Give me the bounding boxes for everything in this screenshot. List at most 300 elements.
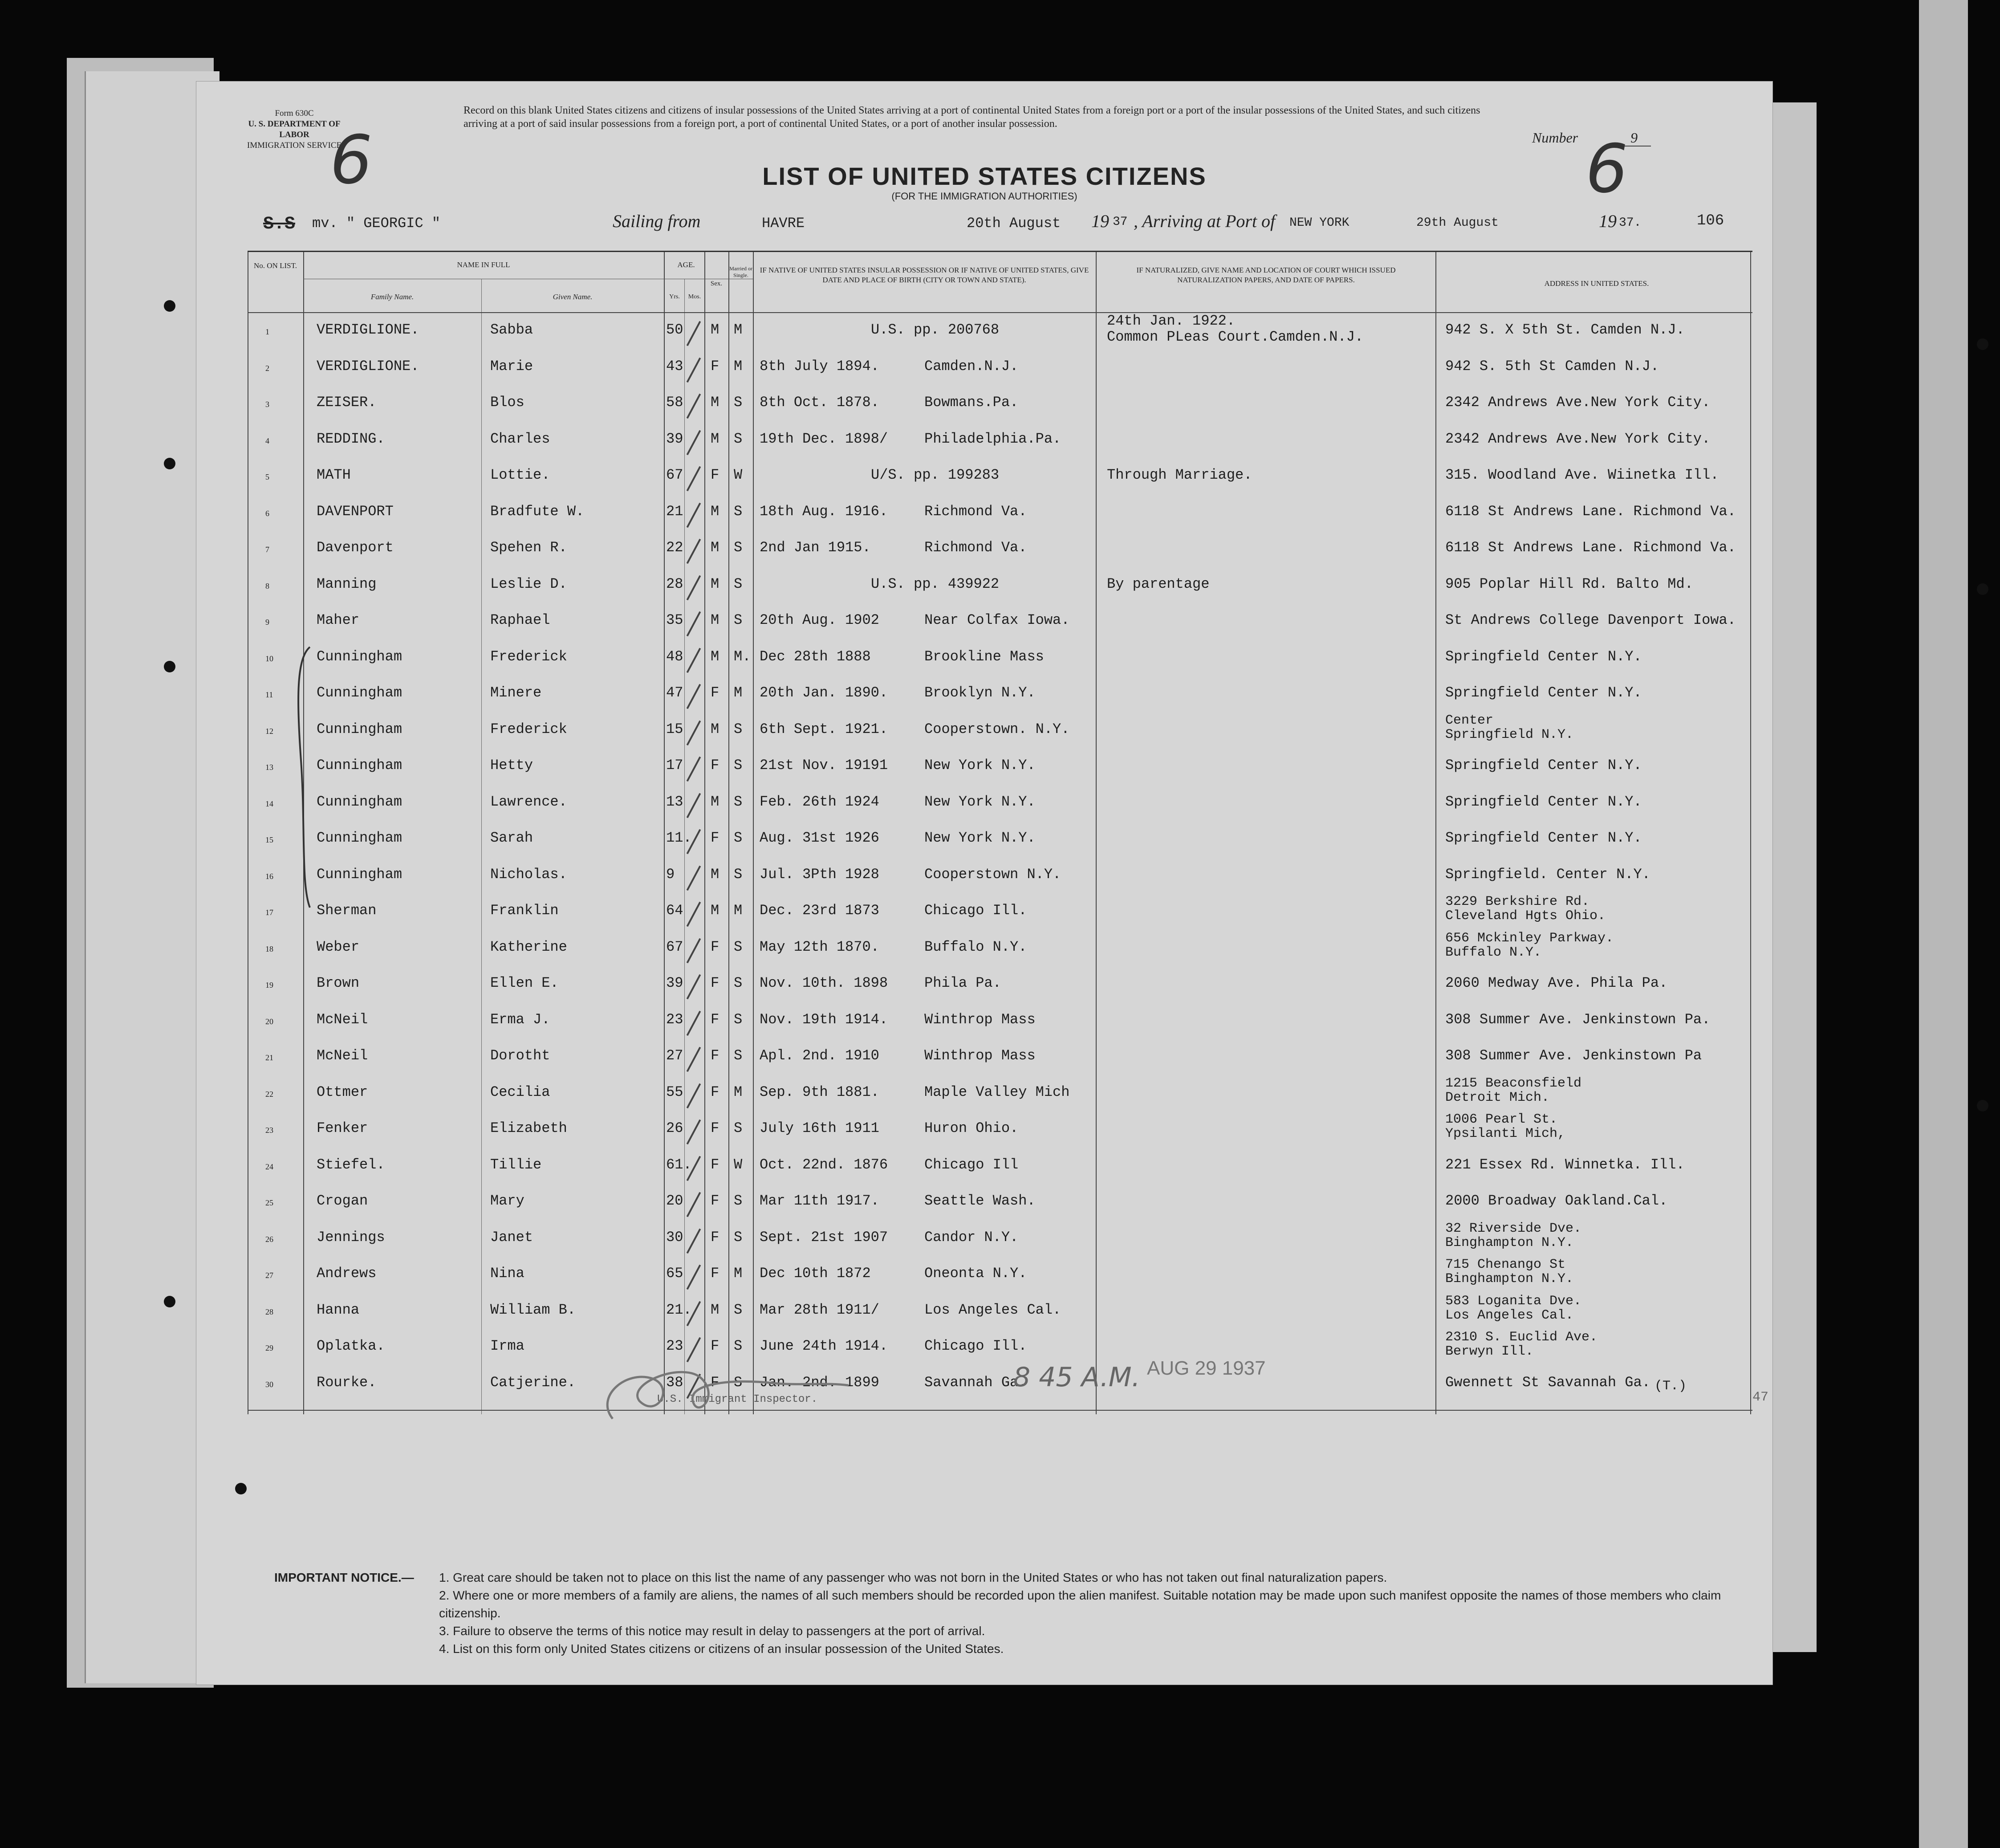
address: Springfield Center N.Y. (1445, 648, 1642, 665)
birth-place: Winthrop Mass (924, 1047, 1036, 1064)
given-name: Bradfute W. (490, 503, 585, 520)
ditto-mark (687, 321, 701, 346)
row-number: 27 (265, 1271, 273, 1280)
row-number: 7 (265, 545, 269, 554)
naturalization: 24th Jan. 1922. (1107, 313, 1236, 329)
birth-place: New York N.Y. (924, 793, 1036, 810)
address: Springfield Center N.Y. (1445, 830, 1642, 846)
row-number: 23 (265, 1126, 273, 1135)
marital-status: S (734, 1011, 743, 1028)
row-number: 16 (265, 871, 273, 881)
row-number: 24 (265, 1162, 273, 1171)
row-number: 9 (265, 618, 269, 627)
address: 2000 Broadway Oakland.Cal. (1445, 1193, 1668, 1209)
marital-status: S (734, 975, 743, 991)
page-title: LIST OF UNITED STATES CITIZENS (762, 162, 1207, 190)
age-years: 55 (666, 1083, 683, 1100)
col-header-sex: Sex. (710, 280, 723, 287)
family-name: Hanna (317, 1301, 360, 1318)
birth-place: Philadelphia.Pa. (924, 430, 1061, 447)
address: 2342 Andrews Ave.New York City. (1445, 394, 1711, 411)
birth-place: New York N.Y. (924, 757, 1036, 773)
age-years: 67 (666, 938, 683, 955)
marital-status: S (734, 1047, 743, 1064)
birth-date: Mar 28th 1911/ (760, 1301, 879, 1318)
ditto-mark (687, 611, 701, 637)
ditto-mark (687, 865, 701, 891)
given-name: Marie (490, 358, 533, 374)
row-number: 30 (265, 1380, 273, 1389)
row-number: 18 (265, 944, 273, 953)
address: 1006 Pearl St. (1445, 1112, 1558, 1127)
sex: M (711, 430, 720, 447)
row-number: 4 (265, 436, 269, 445)
given-name: Katherine (490, 938, 567, 955)
marital-status: S (734, 720, 743, 737)
given-name: Janet (490, 1229, 533, 1246)
row-number: 11 (265, 690, 273, 699)
arrive-year-prefix: 19 (1599, 211, 1617, 231)
marital-status: S (734, 793, 743, 810)
number-value: 9 (1617, 130, 1651, 147)
code-t: (T.) (1654, 1379, 1687, 1394)
age-years: 26 (666, 1120, 683, 1136)
ditto-mark (687, 647, 701, 673)
sex: F (711, 757, 720, 773)
col-header-name: NAME IN FULL (457, 261, 510, 269)
birth-place: Candor N.Y. (924, 1229, 1019, 1246)
family-name: Stiefel. (317, 1156, 385, 1173)
from-port: HAVRE (762, 215, 805, 232)
arrival-stamp: AUG 29 1937 (1147, 1357, 1266, 1379)
given-name: Elizabeth (490, 1120, 567, 1136)
address: 583 Loganita Dve. (1445, 1293, 1582, 1309)
address: Springfield Center N.Y. (1445, 793, 1642, 810)
birth-date: Nov. 10th. 1898 (760, 975, 888, 991)
marital-status: S (734, 575, 743, 592)
family-name: ZEISER. (317, 394, 377, 411)
notice-item: 1. Great care should be taken not to place on this list the name of any passenger who was not born in the United States or who has not taken out final naturalization papers. (439, 1571, 1387, 1584)
sex: M (711, 1301, 720, 1318)
row-number: 1 (265, 327, 269, 336)
address: 308 Summer Ave. Jenkinstown Pa (1445, 1047, 1702, 1064)
family-name: Fenker (317, 1120, 368, 1136)
marital-status: M (734, 1265, 743, 1282)
row-number: 19 (265, 981, 273, 989)
sex: F (711, 938, 720, 955)
given-name: Charles (490, 430, 550, 447)
birth-place: Cooperstown N.Y. (924, 866, 1061, 883)
address: 1215 Beaconsfield (1445, 1075, 1582, 1091)
page-number: 106 (1697, 212, 1724, 229)
instruction-text: Record on this blank United States citizens and citizens of insular possessions of the United States arriving at a port of continental United States from a foreign port or a port of the insular possessions of the United States, and such citizens arriving at a port of said insular possessions from a foreign port, a port of continental United States, or a port of another insular possession. (463, 105, 1480, 130)
form-number: Form 630C (275, 109, 314, 118)
arrive-year: 37. (1619, 216, 1642, 230)
marital-status: S (734, 394, 743, 411)
binder-hole (164, 300, 175, 312)
naturalization: By parentage (1107, 575, 1210, 592)
ditto-mark (687, 720, 701, 745)
family-name: Jennings (317, 1229, 385, 1246)
address: 715 Chenango St (1445, 1257, 1566, 1272)
address: 6118 St Andrews Lane. Richmond Va. (1445, 539, 1736, 556)
family-name: Cunningham (317, 648, 402, 665)
ditto-mark (687, 1265, 701, 1290)
birth-date: June 24th 1914. (760, 1338, 888, 1354)
given-name: Leslie D. (490, 575, 567, 592)
binder-hole (164, 458, 175, 469)
address: 905 Poplar Hill Rd. Balto Md. (1445, 575, 1693, 592)
address: 308 Summer Ave. Jenkinstown Pa. (1445, 1011, 1711, 1028)
inspector-signature (586, 1330, 853, 1441)
birth-date: Apl. 2nd. 1910 (760, 1047, 879, 1064)
row-number: 28 (265, 1307, 273, 1316)
given-name: Hetty (490, 757, 533, 773)
birth-date: May 12th 1870. (760, 938, 879, 955)
birth-place: Richmond Va. (924, 539, 1027, 556)
age-years: 15 (666, 720, 683, 737)
binder-hole (1977, 1100, 1988, 1111)
col-header-address: ADDRESS IN UNITED STATES. (1544, 279, 1649, 288)
birth-date: Sep. 9th 1881. (760, 1083, 879, 1100)
family-name: Oplatka. (317, 1338, 385, 1354)
address-line2: Berwyn Ill. (1445, 1344, 1534, 1359)
row-number: 12 (265, 726, 273, 736)
family-name: Cunningham (317, 720, 402, 737)
family-name: Manning (317, 575, 377, 592)
marital-status: S (734, 1229, 743, 1246)
ditto-mark (687, 466, 701, 492)
address-line2: Buffalo N.Y. (1445, 944, 1542, 960)
row-number: 6 (265, 509, 269, 518)
row-number: 13 (265, 763, 273, 772)
address-line2: Springfield N.Y. (1445, 727, 1574, 742)
given-name: Nina (490, 1265, 524, 1282)
birth-date: July 16th 1911 (760, 1120, 879, 1136)
age-years: 47 (666, 684, 683, 701)
given-name: Frederick (490, 648, 567, 665)
sex: F (711, 1374, 720, 1391)
age-years: 38 (666, 1374, 683, 1391)
passport: U/S. pp. 199283 (871, 467, 1000, 483)
arriving-label: , Arriving at Port of (1134, 211, 1276, 231)
family-bracket (288, 645, 314, 912)
birth-date: Jul. 3Pth 1928 (760, 866, 879, 883)
passport: U.S. pp. 200768 (871, 322, 1000, 338)
sex: F (711, 1265, 720, 1282)
birth-place: Savannah Ga. (924, 1374, 1027, 1391)
col-header-given: Given Name. (553, 293, 593, 301)
address-line2: Binghampton N.Y. (1445, 1235, 1574, 1250)
given-name: Tillie (490, 1156, 542, 1173)
sail-date: 20th August (967, 215, 1061, 232)
given-name: Raphael (490, 612, 550, 628)
marital-status: S (734, 612, 743, 628)
col-header-yrs: Yrs. (669, 293, 680, 300)
sail-year-prefix: 19 (1091, 211, 1109, 231)
age-years: 28 (666, 575, 683, 592)
birth-place: Los Angeles Cal. (924, 1301, 1061, 1318)
binder-hole (164, 1296, 175, 1307)
birth-place: Cooperstown. N.Y. (924, 720, 1070, 737)
notice-label: IMPORTANT NOTICE.— (274, 1571, 414, 1584)
marital-status: M (734, 322, 743, 338)
family-name: Sherman (317, 902, 377, 919)
sex: M (711, 793, 720, 810)
age-years: 50 (666, 322, 683, 338)
ditto-mark (687, 974, 701, 1000)
family-name: Andrews (317, 1265, 377, 1282)
address-line2: Los Angeles Cal. (1445, 1307, 1574, 1323)
address: 6118 St Andrews Lane. Richmond Va. (1445, 503, 1736, 520)
address: 656 Mckinley Parkway. (1445, 930, 1614, 946)
ditto-mark (687, 502, 701, 528)
ditto-mark (687, 938, 701, 963)
marital-status: S (734, 866, 743, 883)
row-number: 3 (265, 400, 269, 409)
family-name: DAVENPORT (317, 503, 394, 520)
birth-place: Chicago Ill (924, 1156, 1019, 1173)
family-name: REDDING. (317, 430, 385, 447)
address: Springfield Center N.Y. (1445, 684, 1642, 701)
sex: M (711, 902, 720, 919)
age-years: 27 (666, 1047, 683, 1064)
ditto-mark (687, 394, 701, 419)
birth-place: New York N.Y. (924, 830, 1036, 846)
row-number: 26 (265, 1234, 273, 1244)
ditto-mark (687, 539, 701, 564)
corner-number: 47 (1752, 1390, 1769, 1405)
sailing-label: Sailing from (613, 211, 701, 231)
marital-status: S (734, 1338, 743, 1354)
sex: F (711, 684, 720, 701)
col-header-birth: IF NATIVE OF UNITED STATES INSULAR POSSESSION OR IF NATIVE OF UNITED STATES, GIVE DATE AND PLACE OF BIRTH (CITY OR TOWN AND STATE). (760, 266, 1089, 284)
family-name: Maher (317, 612, 360, 628)
inspector-label: U.S. Immigrant Inspector. (657, 1393, 818, 1405)
given-name: Minere (490, 684, 542, 701)
age-years: 39 (666, 430, 683, 447)
sex: F (711, 467, 720, 483)
address-line2: Detroit Mich. (1445, 1090, 1550, 1105)
marital-status: S (734, 830, 743, 846)
row-number: 5 (265, 472, 269, 481)
handwritten-number-left: 6 (330, 122, 373, 199)
address: 2310 S. Euclid Ave. (1445, 1330, 1598, 1345)
birth-place: Bowmans.Pa. (924, 394, 1019, 411)
row-number: 8 (265, 581, 269, 590)
sex: F (711, 1156, 720, 1173)
given-name: Ellen E. (490, 975, 559, 991)
row-number: 2 (265, 363, 269, 373)
col-header-naturalized: IF NATURALIZED, GIVE NAME AND LOCATION OF COURT WHICH ISSUED NATURALIZATION PAPERS, AND DATE OF PAPERS. (1136, 266, 1396, 284)
address-line2: Cleveland Hgts Ohio. (1445, 908, 1606, 924)
family-name: McNeil (317, 1047, 368, 1064)
sex: F (711, 830, 720, 846)
given-name: Dorotht (490, 1047, 550, 1064)
sex: M (711, 648, 720, 665)
ditto-mark (687, 684, 701, 709)
address: Gwennett St Savannah Ga. (1445, 1374, 1650, 1391)
birth-date: 19th Dec. 1898/ (760, 430, 888, 447)
birth-date: 8th Oct. 1878. (760, 394, 879, 411)
birth-place: Buffalo N.Y. (924, 938, 1027, 955)
address: 3229 Berkshire Rd. (1445, 894, 1590, 909)
age-years: 21. (666, 1301, 692, 1318)
age-years: 35 (666, 612, 683, 628)
notice-item: 3. Failure to observe the terms of this notice may result in delay to passengers at the port of arrival. (439, 1624, 985, 1638)
ditto-mark (687, 757, 701, 782)
sex: M (711, 720, 720, 737)
given-name: William B. (490, 1301, 576, 1318)
marital-status: S (734, 1374, 743, 1391)
sail-year: 37 (1113, 215, 1128, 229)
birth-date: Sept. 21st 1907 (760, 1229, 888, 1246)
age-years: 23 (666, 1338, 683, 1354)
film-edge-right (1919, 0, 1968, 1848)
age-years: 64 (666, 902, 683, 919)
sex: M (711, 503, 720, 520)
sex: M (711, 866, 720, 883)
row-number: 17 (265, 908, 273, 917)
address: 315. Woodland Ave. Wiinetka Ill. (1445, 467, 1719, 483)
sex: M (711, 322, 720, 338)
marital-status: S (734, 1193, 743, 1209)
address: 942 S. 5th St Camden N.J. (1445, 358, 1659, 374)
birth-place: Chicago Ill. (924, 902, 1027, 919)
ss-prefix: S.S (263, 214, 296, 234)
birth-place: Winthrop Mass (924, 1011, 1036, 1028)
ditto-mark (687, 793, 701, 818)
address: Springfield Center N.Y. (1445, 757, 1642, 773)
col-header-married: Married or Single. (729, 265, 752, 278)
marital-status: S (734, 503, 743, 520)
family-name: Cunningham (317, 866, 402, 883)
naturalization: Through Marriage. (1107, 467, 1252, 483)
age-years: 61. (666, 1156, 692, 1173)
given-name: Mary (490, 1193, 524, 1209)
age-years: 23 (666, 1011, 683, 1028)
given-name: Nicholas. (490, 866, 567, 883)
birth-place: Brookline Mass (924, 648, 1044, 665)
sex: F (711, 1083, 720, 1100)
age-years: 30 (666, 1229, 683, 1246)
marital-status: W (734, 1156, 743, 1173)
family-name: McNeil (317, 1011, 368, 1028)
address-line2: Binghampton N.Y. (1445, 1271, 1574, 1286)
given-name: Franklin (490, 902, 559, 919)
birth-place: Brooklyn N.Y. (924, 684, 1036, 701)
birth-date: 18th Aug. 1916. (760, 503, 888, 520)
given-name: Sarah (490, 830, 533, 846)
age-years: 9 (666, 866, 675, 883)
age-years: 43 (666, 358, 683, 374)
page-subtitle: (FOR THE IMMIGRATION AUTHORITIES) (891, 191, 1077, 202)
marital-status: M. (734, 648, 751, 665)
row-number: 14 (265, 799, 273, 808)
sex: F (711, 1011, 720, 1028)
sex: F (711, 358, 720, 374)
birth-date: Nov. 19th 1914. (760, 1011, 888, 1028)
age-years: 21 (666, 503, 683, 520)
marital-status: W (734, 467, 743, 483)
sex: M (711, 612, 720, 628)
birth-place: Seattle Wash. (924, 1193, 1036, 1209)
marital-status: S (734, 1301, 743, 1318)
marital-status: S (734, 539, 743, 556)
row-number: 10 (265, 654, 273, 663)
notice-items (439, 1569, 1748, 1658)
family-name: Rourke. (317, 1374, 377, 1391)
family-name: Cunningham (317, 757, 402, 773)
age-years: 20 (666, 1193, 683, 1209)
birth-place: Phila Pa. (924, 975, 1001, 991)
birth-date: 8th July 1894. (760, 358, 879, 374)
service: IMMIGRATION SERVICE (247, 141, 342, 150)
birth-date: 6th Sept. 1921. (760, 720, 888, 737)
marital-status: S (734, 430, 743, 447)
binder-hole (164, 661, 175, 672)
sex: F (711, 1229, 720, 1246)
birth-place: Chicago Ill. (924, 1338, 1027, 1354)
ditto-mark (687, 902, 701, 927)
given-name: Cecilia (490, 1083, 550, 1100)
marital-status: M (734, 1083, 743, 1100)
given-name: Spehen R. (490, 539, 567, 556)
birth-date: 20th Aug. 1902 (760, 612, 879, 628)
family-name: Ottmer (317, 1083, 368, 1100)
birth-place: Richmond Va. (924, 503, 1027, 520)
col-header-mos: Mos. (688, 293, 701, 300)
address: 221 Essex Rd. Winnetka. Ill. (1445, 1156, 1685, 1173)
marital-status: M (734, 684, 743, 701)
address: St Andrews College Davenport Iowa. (1445, 612, 1736, 628)
age-years: 39 (666, 975, 683, 991)
age-years: 67 (666, 467, 683, 483)
given-name: Blos (490, 394, 524, 411)
birth-place: Near Colfax Iowa. (924, 612, 1070, 628)
birth-place: Huron Ohio. (924, 1120, 1019, 1136)
binder-hole (1977, 583, 1988, 595)
birth-date: Oct. 22nd. 1876 (760, 1156, 888, 1173)
birth-date: Aug. 31st 1926 (760, 830, 879, 846)
age-years: 17 (666, 757, 683, 773)
ditto-mark (687, 430, 701, 455)
marital-status: S (734, 938, 743, 955)
age-years: 13 (666, 793, 683, 810)
passenger-table (248, 251, 1769, 1414)
marital-status: S (734, 757, 743, 773)
arrive-date: 29th August (1416, 216, 1499, 230)
birth-date: 21st Nov. 19191 (760, 757, 888, 773)
sex: F (711, 975, 720, 991)
passport: U.S. pp. 439922 (871, 575, 1000, 592)
ditto-mark (687, 1228, 701, 1254)
address: 32 Riverside Dve. (1445, 1221, 1582, 1236)
family-name: Cunningham (317, 830, 402, 846)
age-years: 65 (666, 1265, 683, 1282)
family-name: Cunningham (317, 793, 402, 810)
address: Springfield. Center N.Y. (1445, 866, 1650, 883)
sex: M (711, 575, 720, 592)
family-name: Davenport (317, 539, 394, 556)
family-name: Cunningham (317, 684, 402, 701)
row-number: 15 (265, 835, 273, 844)
marital-status: M (734, 358, 743, 374)
document-page (196, 81, 1773, 1685)
sex: F (711, 1193, 720, 1209)
address: 942 S. X 5th St. Camden N.J. (1445, 322, 1685, 338)
address-line2: Ypsilanti Mich, (1445, 1126, 1566, 1141)
